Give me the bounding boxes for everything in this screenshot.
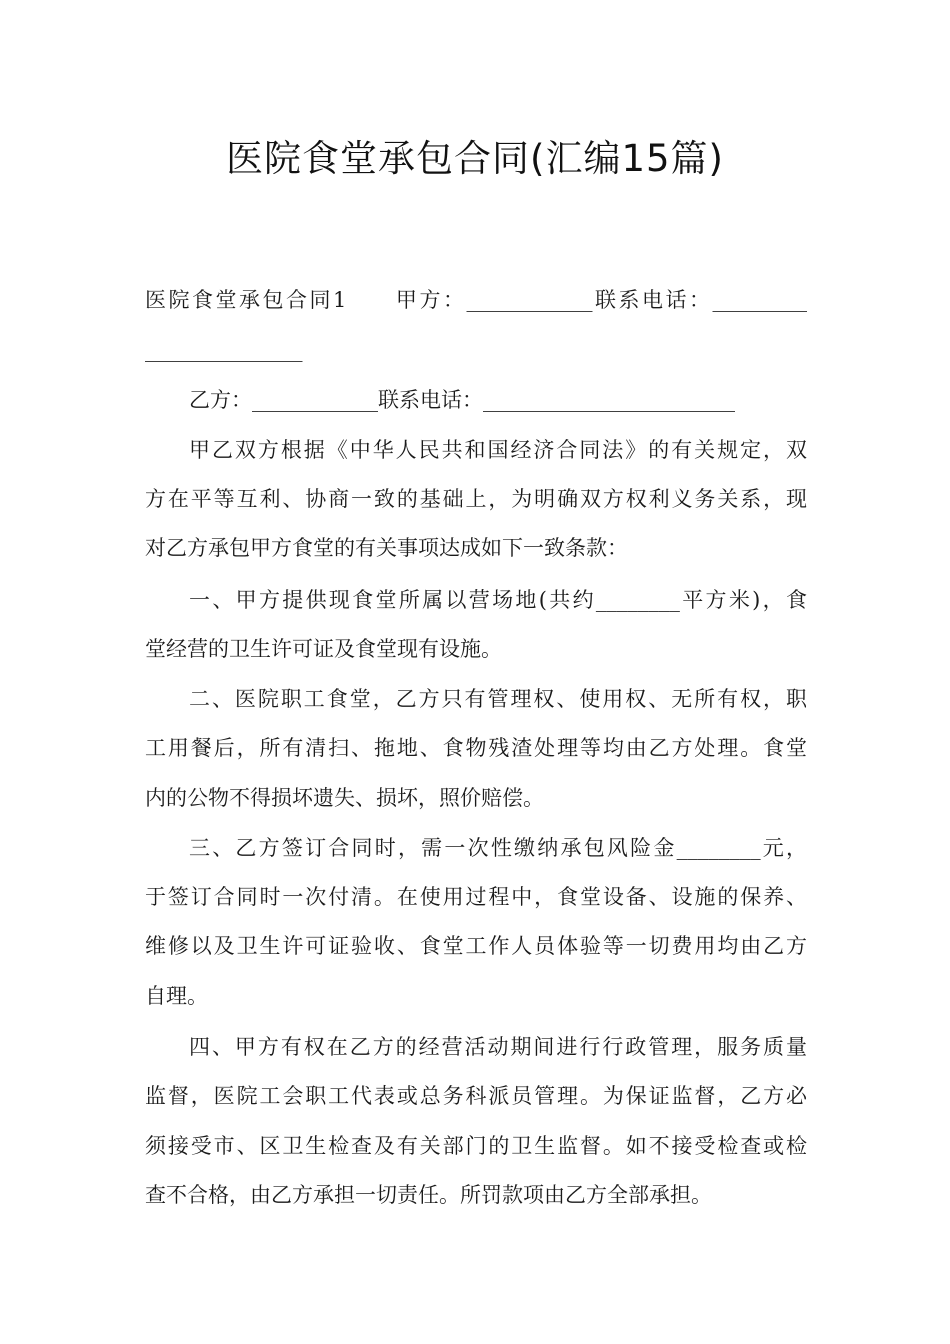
body-line-14: 维修以及卫生许可证验收、食堂工作人员体验等一切费用均由乙方 bbox=[145, 934, 807, 958]
document-title: 医院食堂承包合同(汇编15篇) bbox=[226, 137, 724, 180]
body-line-5: 方在平等互利、协商一致的基础上，为明确双方权利义务关系，现 bbox=[145, 487, 807, 511]
body-line-15: 自理。 bbox=[145, 984, 208, 1008]
body-line-6: 对乙方承包甲方食堂的有关事项达成如下一致条款： bbox=[145, 536, 628, 560]
body-line-2: _______________ bbox=[145, 338, 303, 362]
body-line-17: 监督，医院工会职工代表或总务科派员管理。为保证监督，乙方必 bbox=[145, 1084, 807, 1108]
body-line-18: 须接受市、区卫生检查及有关部门的卫生监督。如不接受检查或检 bbox=[145, 1134, 807, 1158]
body-line-1: 医院食堂承包合同1 甲方：____________联系电话：_________ bbox=[145, 288, 807, 312]
body-line-4: 甲乙双方根据《中华人民共和国经济合同法》的有关规定，双 bbox=[189, 438, 807, 462]
body-line-7: 一、甲方提供现食堂所属以营场地(共约________平方米)，食 bbox=[189, 588, 807, 612]
body-line-12: 三、乙方签订合同时，需一次性缴纳承包风险金________元， bbox=[189, 836, 807, 860]
body-line-8: 堂经营的卫生许可证及食堂现有设施。 bbox=[145, 637, 502, 661]
body-line-16: 四、甲方有权在乙方的经营活动期间进行行政管理，服务质量 bbox=[189, 1035, 807, 1059]
body-line-9: 二、医院职工食堂，乙方只有管理权、使用权、无所有权，职 bbox=[189, 687, 807, 711]
body-line-11: 内的公物不得损坏遗失、损坏，照价赔偿。 bbox=[145, 786, 544, 810]
body-line-3: 乙方：____________联系电话：________________________ bbox=[189, 388, 735, 412]
body-line-13: 于签订合同时一次付清。在使用过程中，食堂设备、设施的保养、 bbox=[145, 885, 807, 909]
body-line-19: 查不合格，由乙方承担一切责任。所罚款项由乙方全部承担。 bbox=[145, 1183, 712, 1207]
body-line-10: 工用餐后，所有清扫、拖地、食物残渣处理等均由乙方处理。食堂 bbox=[145, 736, 807, 760]
